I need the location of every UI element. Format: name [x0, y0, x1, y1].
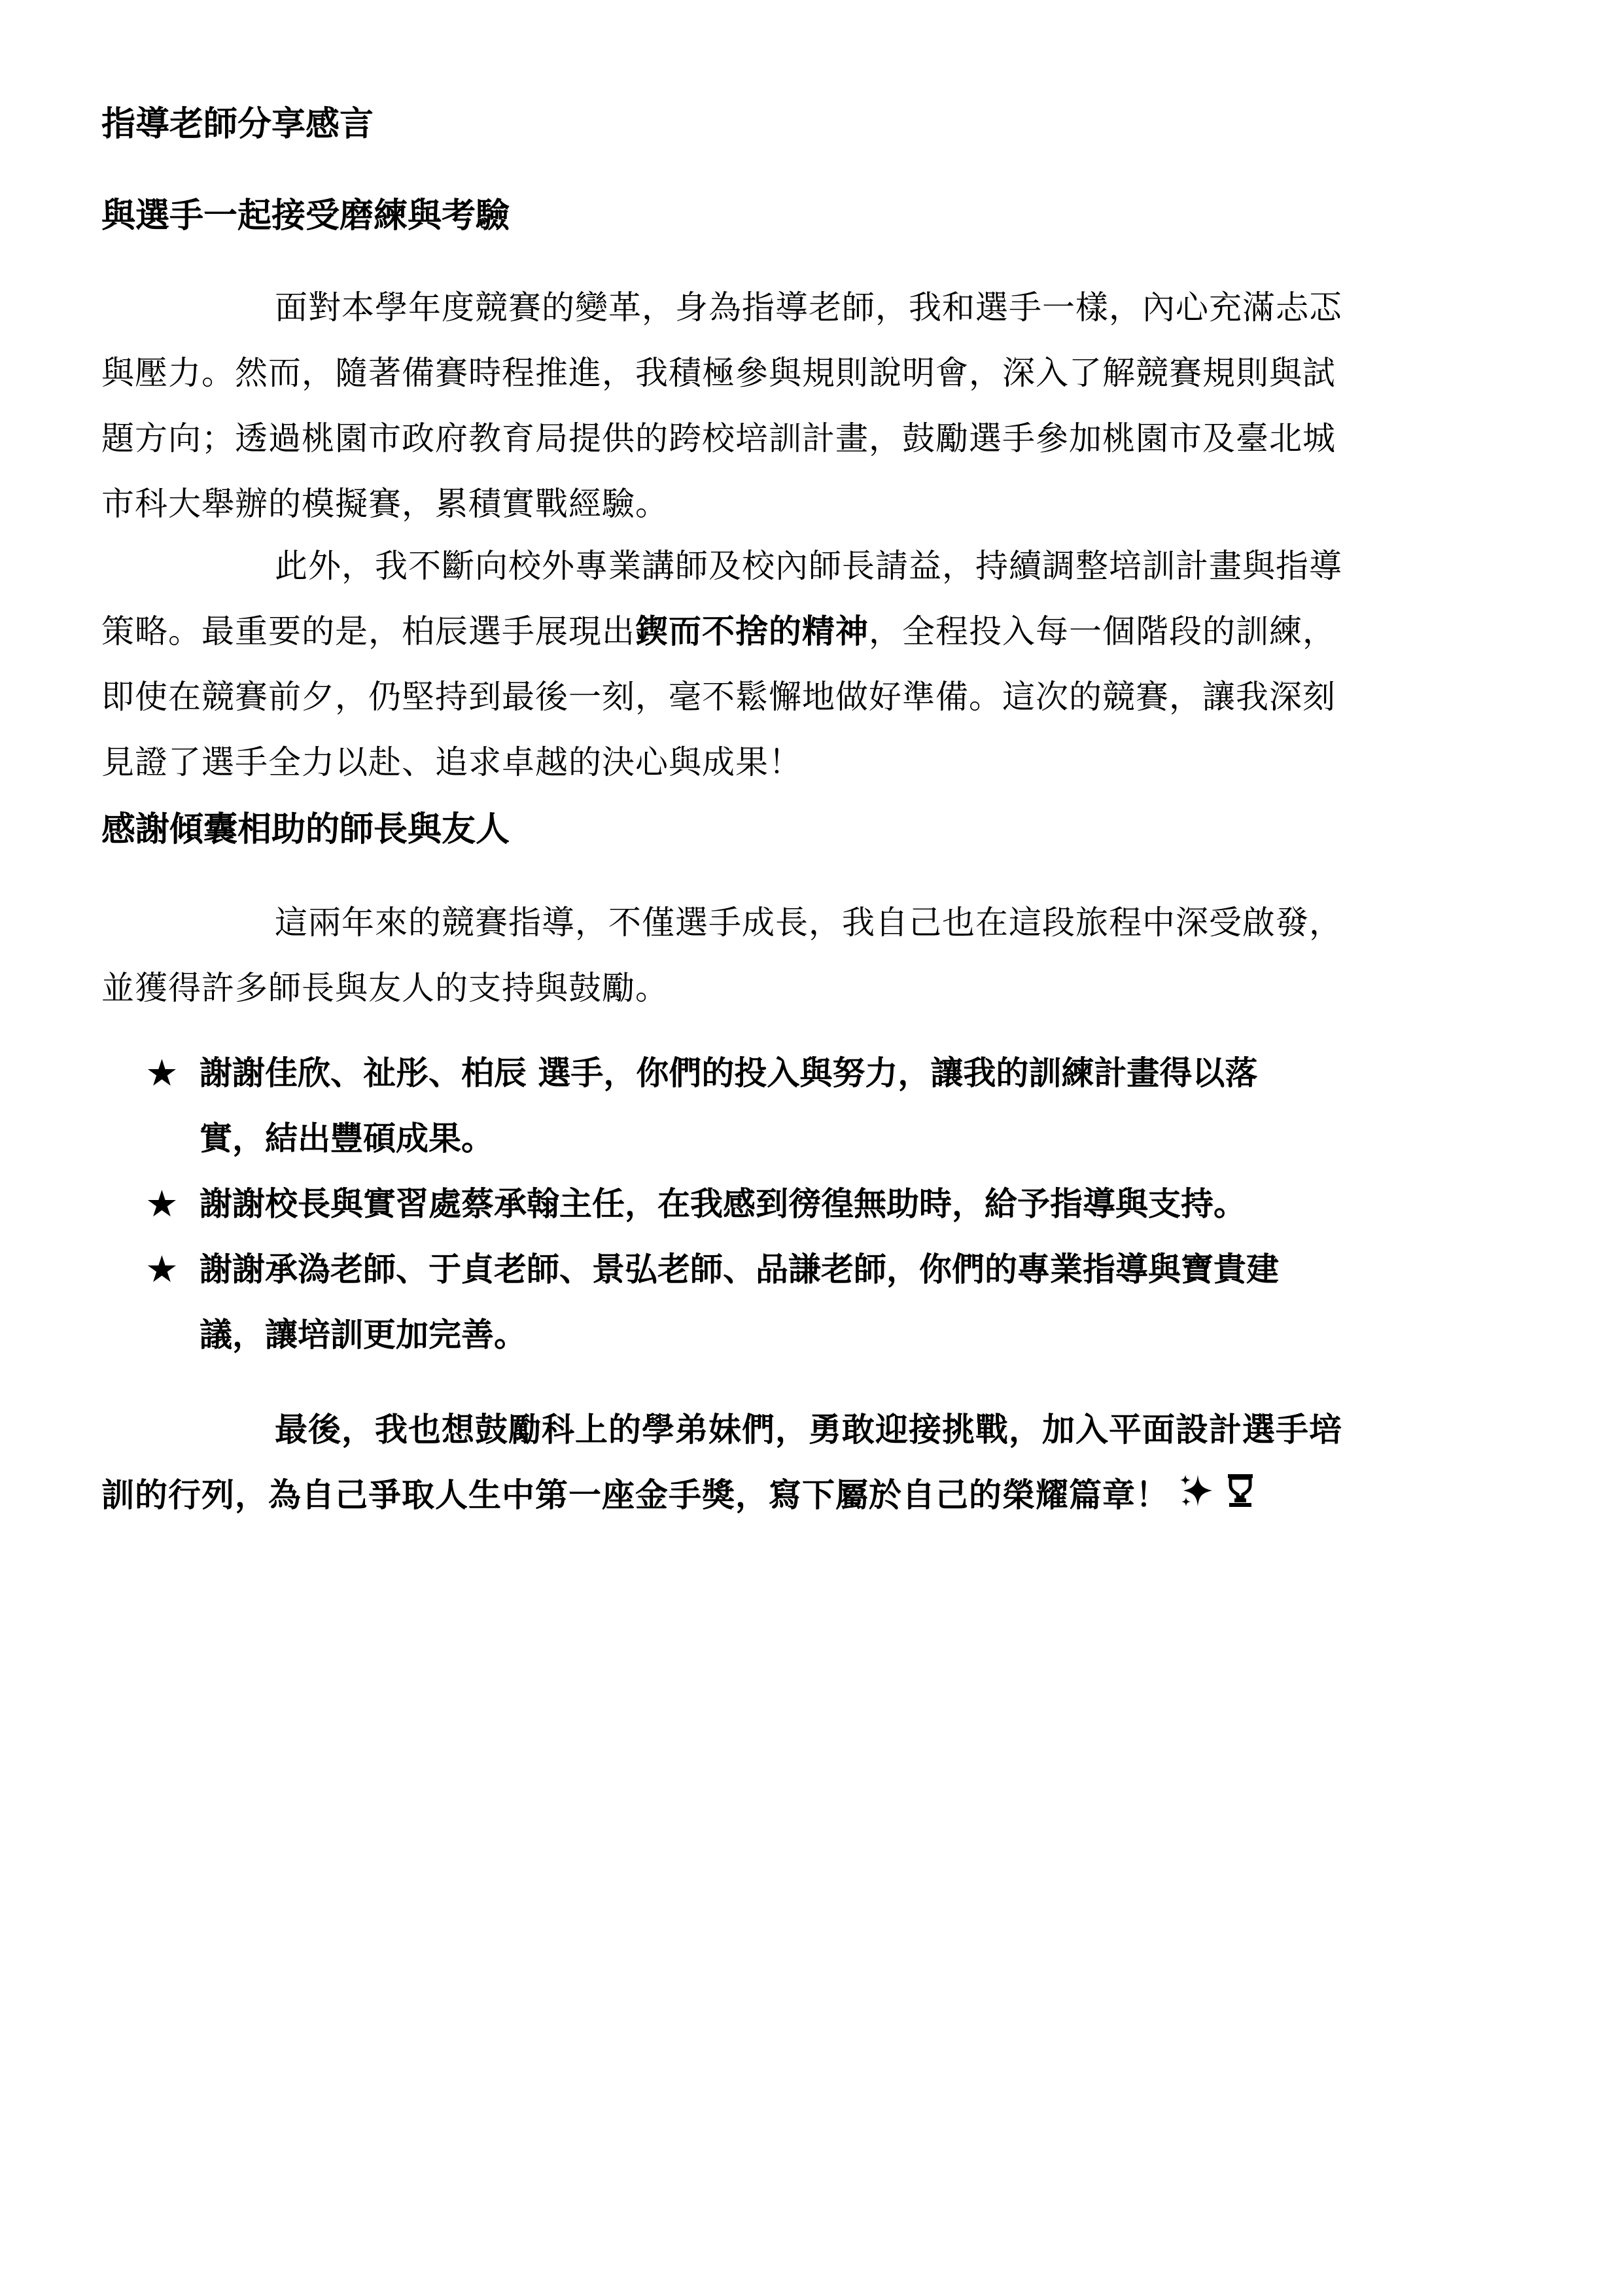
text-line: 最後，我也想鼓勵科上的學弟妹們，勇敢迎接挑戰，加入平面設計選手培	[275, 1410, 1342, 1449]
text-line: 市科大舉辦的模擬賽，累積實戰經驗。	[101, 485, 669, 523]
section1-heading: 與選手一起接受磨練與考驗	[101, 196, 510, 236]
star-bullet-icon: ★	[147, 1184, 177, 1223]
text-line	[101, 599, 1527, 664]
text-line: 並獲得許多師長與友人的支持與鼓勵。	[101, 969, 669, 1007]
text-line: 與壓力。然而，隨著備賽時程推進，我積極參與規則說明會，深入了解競賽規則與試	[101, 354, 1336, 392]
list-item	[147, 1237, 1521, 1368]
sparkles-icon	[1178, 1465, 1215, 1530]
text-run: 訓的行列，為自己爭取人生中第一座金手獎，寫下屬於自己的榮耀篇章！	[101, 1475, 1169, 1514]
text-line	[101, 1462, 1527, 1530]
closing-paragraph	[101, 1397, 1527, 1530]
text-line: 即使在競賽前夕，仍堅持到最後一刻，毫不鬆懈地做好準備。這次的競賽，讓我深刻	[101, 678, 1336, 716]
trophy-icon	[1224, 1465, 1257, 1530]
page-title: 指導老師分享感言	[101, 104, 374, 144]
text-line: 此外，我不斷向校外專業講師及校內師長請益，持續調整培訓計畫與指導	[275, 547, 1342, 585]
text-line: 見證了選手全力以赴、追求卓越的決心與成果！	[101, 743, 802, 781]
text-line: 題方向；透過桃園市政府教育局提供的跨校培訓計畫，鼓勵選手參加桃園市及臺北城	[101, 419, 1336, 457]
text-line: 謝謝佳欣、祉彤、柏辰 選手，你們的投入與努力，讓我的訓練計畫得以落	[200, 1053, 1258, 1092]
emphasis-text: 鍥而不捨的精神	[635, 612, 869, 650]
section1-paragraph-2	[101, 533, 1527, 795]
star-bullet-icon: ★	[147, 1053, 177, 1092]
text-line: 這兩年來的競賽指導，不僅選手成長，我自己也在這段旅程中深受啟發，	[275, 904, 1342, 942]
text-run: 策略。最重要的是，柏辰選手展現出	[101, 612, 635, 650]
text-line: 謝謝承溈老師、于貞老師、景弘老師、品謙老師，你們的專業指導與寶貴建	[200, 1250, 1279, 1288]
text-line: 議，讓培訓更加完善。	[200, 1315, 527, 1354]
section1-paragraph-1	[101, 275, 1527, 537]
list-item	[147, 1171, 1521, 1237]
text-line: 謝謝校長與實習處蔡承翰主任，在我感到徬徨無助時，給予指導與支持。	[200, 1184, 1246, 1223]
text-line: 面對本學年度競賽的變革，身為指導老師，我和選手一樣，內心充滿忐忑	[275, 289, 1342, 327]
thanks-list	[147, 1040, 1521, 1368]
section2-paragraph-1	[101, 890, 1527, 1021]
list-item	[147, 1040, 1521, 1171]
text-run: ，全程投入每一個階段的訓練，	[869, 612, 1336, 650]
star-bullet-icon: ★	[147, 1250, 177, 1288]
text-line: 實，結出豐碩成果。	[200, 1119, 494, 1157]
section2-heading: 感謝傾囊相助的師長與友人	[101, 809, 510, 849]
